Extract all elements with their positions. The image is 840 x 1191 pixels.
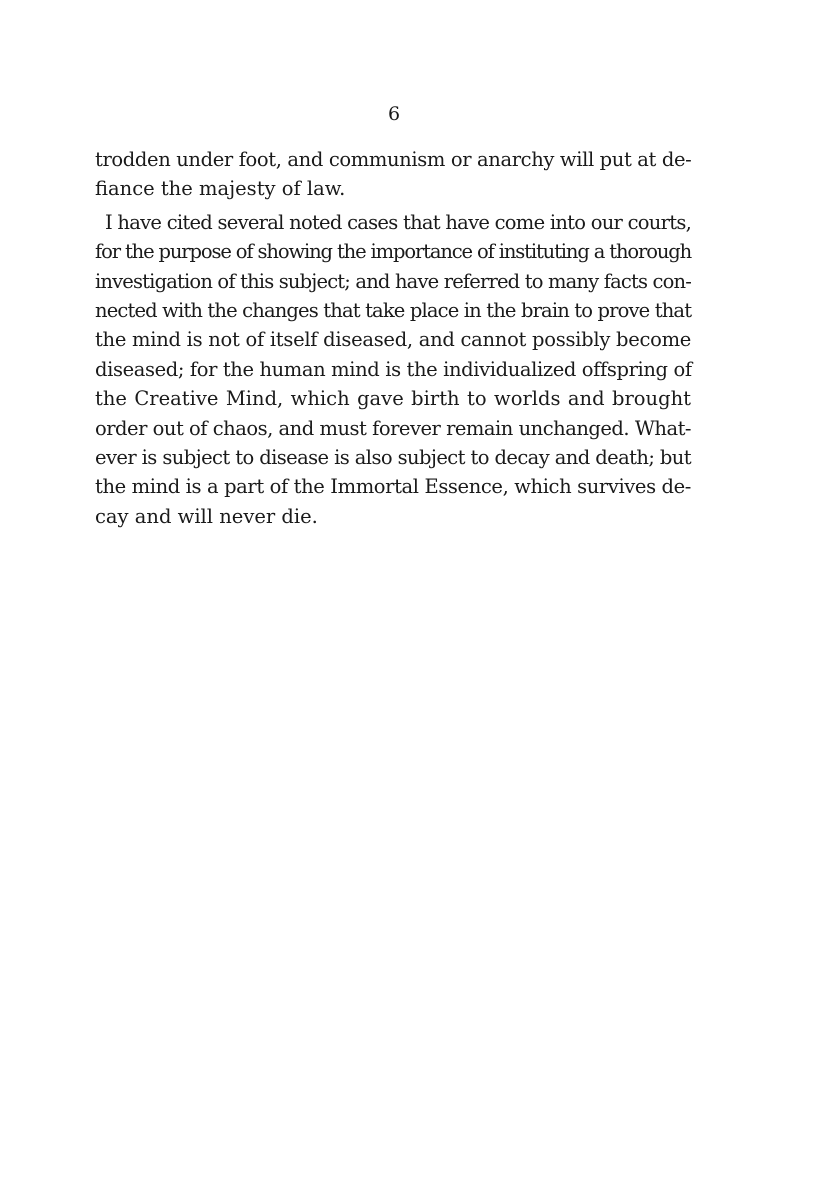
text-line: ever is subject to disease is also subject to decay and death; but [95, 445, 692, 469]
body-text [95, 145, 691, 531]
text-line: for the purpose of showing the importance of instituting a thorough [95, 240, 692, 264]
text-line: nected with the changes that take place in the brain to prove that [95, 298, 692, 322]
text-line: diseased; for the human mind is the individualized offspring of [95, 357, 692, 381]
text-line: order out of chaos, and must forever remain unchanged. What- [95, 416, 691, 440]
text-line: cay and will never die. [95, 504, 318, 528]
text-line: the mind is a part of the Immortal Essence, which survives de- [95, 475, 691, 499]
text-line: investigation of this subject; and have referred to many facts con- [95, 269, 691, 293]
text-line: the mind is not of itself diseased, and cannot possibly become [95, 328, 692, 352]
text-line: I have cited several noted cases that have come into our courts, [105, 210, 692, 234]
page-number: 6 [387, 103, 401, 125]
paragraph-1 [95, 145, 691, 204]
paragraph-2 [95, 208, 691, 531]
text-line: trodden under foot, and communism or anarchy will put at de- [95, 148, 692, 171]
text-line: fiance the majesty of law. [95, 177, 346, 201]
text-line: the Creative Mind, which gave birth to worlds and brought [95, 387, 691, 411]
